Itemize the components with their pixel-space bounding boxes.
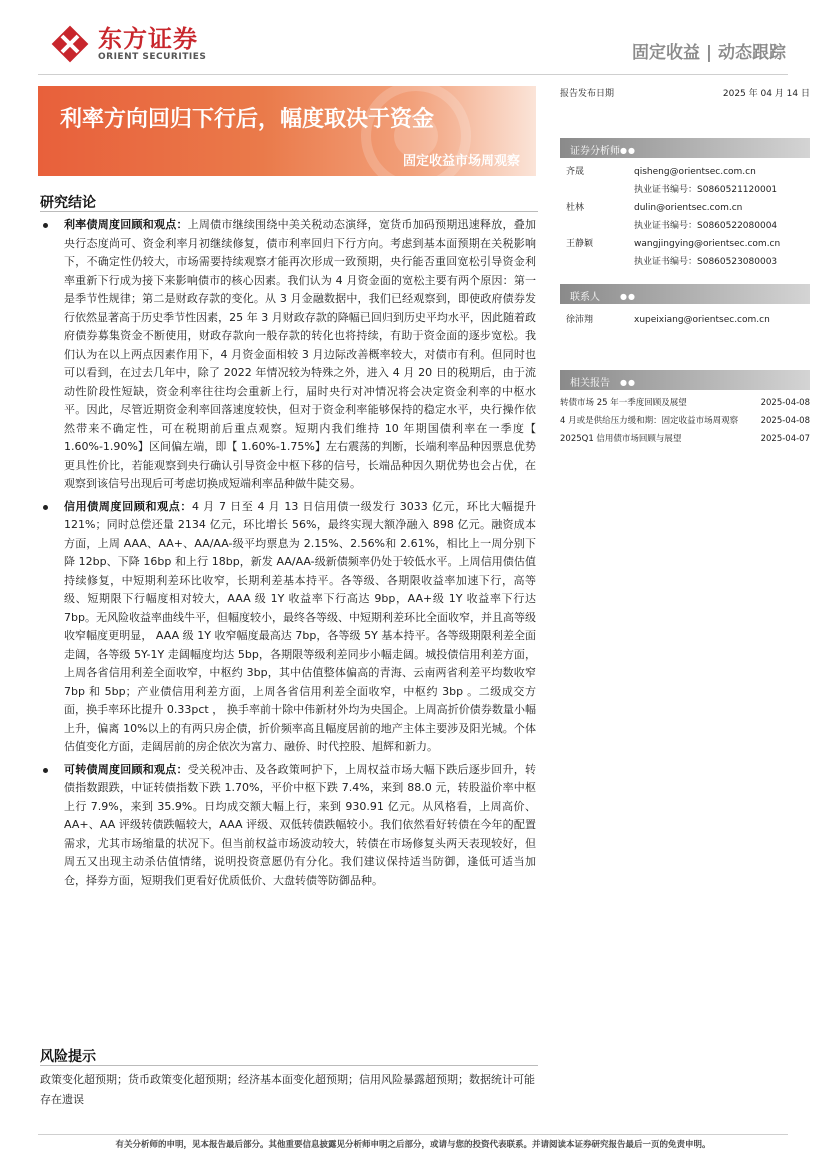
title-banner (38, 86, 536, 176)
footer-divider (38, 1134, 788, 1135)
footer-disclaimer: 有关分析师的申明，见本报告最后部分。其他重要信息披露见分析师申明之后部分，或请与您的投资代表联系。并请阅读本证券研究报告最后一页的免责申明。 (115, 1140, 711, 1150)
convertible-bullet (40, 761, 536, 891)
analyst-email[interactable]: dulin@orientsec.com.cn (634, 203, 743, 213)
analyst-title: 证券分析师 (570, 146, 620, 157)
conclusion-list (40, 216, 536, 894)
report-title: 利率方向回归下行后，幅度取决于资金 (60, 107, 435, 132)
publish-label: 报告发布日期 (560, 89, 615, 99)
report-date: 2025-04-08 (760, 398, 810, 408)
analyst-name: 杜林 (566, 203, 585, 213)
header-divider (38, 74, 788, 75)
analyst-email[interactable]: wangjingying@orientsec.com.cn (634, 239, 781, 249)
report-title: 4 月或是供给压力缓和期：固定收益市场周观察 (560, 416, 739, 426)
credit-bullet (40, 498, 536, 757)
orient-logo-icon (48, 22, 92, 66)
analyst-cert: 执业证书编号：S0860522080004 (634, 221, 778, 231)
header-dots-icon: ●● (620, 292, 636, 301)
header-dots-icon: ●● (620, 146, 636, 155)
publish-info (560, 86, 810, 99)
report-date: 2025-04-07 (760, 434, 810, 444)
credit-bullet-text: 4 月 7 日至 4 月 13 日信用债一级发行 3033 亿元，环比大幅提升 121%；同时总偿还量 2134 亿元，环比增长 56%，最终实现大额净融入 898 亿元。融资成本方面，上周 AAA、AA+、AA/AA-级平均票息为 2.15%、2.56%和 2.61%，相比上一周分别下降 12bp、下降 16bp 和上行 18bp，新发 AA/AA-级新债频率仍处于较低水平。上周信用债估值持续修复，中短期利差环比收窄，长期利差基本持平。各等级、各期限收益率加速下行，高等级、短期限下行幅度相对较大，AAA 级 1Y 收益率下行高达 9bp，AA+级 1Y 收益率下行达 7bp。无风险收益率曲线牛平，但幅度较小，最终各等级、中短期利差环比全面收窄，并且高等级收窄幅度更明显， AAA 级 1Y 收窄幅度最高达 7bp，各等级 5Y 基本持平。各等级期限利差全面走阔，各等级 5Y-1Y 走阔幅度均达 5bp，各期限等级利差同步小幅走阔。城投债信用利差方面，上周各省信用利差全面收窄，中枢约 3bp，其中估值整体偏高的青海、云南两省利差平均数收窄 7bp 和 5bp；产业债信用利差方面，上周各省信用利差全面收窄，中枢约 3bp 。二级成交方面，换手率环比提升 0.33pct ， 换手率前十除中伟新材外均为央国企。上周高折价债券数量小幅上升，偏离 10%以上的有两只房企债，折价频率高且幅度居前的地产主体主要涉及阳光城。个体估值变化方面，走阔居前的房企依次为富力、融侨、时代控股、旭辉和新力。 (64, 499, 536, 753)
report-title: 转债市场 25 年一季度回顾及展望 (560, 398, 687, 408)
report-item[interactable] (560, 414, 810, 428)
bullet-icon (43, 223, 48, 228)
header-dots-icon: ●● (620, 378, 636, 387)
report-item[interactable] (560, 432, 810, 446)
analyst-name: 王静颖 (566, 239, 594, 249)
logo-en: ORIENT SECURITIES (98, 51, 207, 62)
analyst-cert: 执业证书编号：S0860523080003 (634, 257, 778, 267)
rates-bullet-text: 上周债市继续围绕中美关税动态演绎，宽货币加码预期迅速释放，叠加央行态度尚可、资金利率月初继续修复，债市利率回归下行方向。考虑到基本面预期在关税影响下，不确定性仍较大，市场需要持续观察才能再次形成一致预期，央行能否重回宽松引导资金利率重新下行成为接下来影响债市的核心因素。我们认为 4 月资金面的宽松主要有两个原因：第一是季节性规律；第二是财政存款的变化。从 3 月金融数据中，我们已经观察到，即使政府债券发行依然显著高于历史季节性因素，25 年 3 月财政存款的降幅已回归到历史平均水平，因此随着政府债券募集资金不断使用，财政存款向一般存款的转化也将持续，有助于资金面的逐步宽松。我们认为在以上两点因素作用下，4 月资金面相较 3 月边际改善概率较大，对债市有利。但同时也可以看到，在过去几年中，除了 2022 年情况较为特殊之外，进入 4 月 20 日的税期后，由于流动性阶段性短缺，资金利率往往均会重新上行，届时央行对冲情况将会决定资金利率的中枢水平。因此，尽管近期资金利率回落速度较快，但对于资金利率能够保持的稳定水平，央行操作依然带来不确定性，可在税期前后重点观察。短期内我们维持 10 年期国债利率在一季度【 1.60%-1.90%】区间偏左端，即【 1.60%-1.75%】左右震荡的判断，长端利率品种因票息优势更具性价比，若能观察到央行确认引导资金中枢下移的信号，长端品种因久期优势也会占优，在观察到该信号出现后可考虑切换成短端利率品种做牛陡交易。 (64, 218, 537, 490)
related-reports (560, 396, 810, 450)
analyst-header (560, 138, 810, 158)
analyst-name: 齐晟 (566, 167, 585, 177)
contact-name: 徐沛翔 (566, 315, 594, 325)
report-title: 2025Q1 信用债市场回顾与展望 (560, 434, 682, 444)
contact-title: 联系人 (570, 292, 600, 303)
bullet-icon (43, 768, 48, 773)
report-item[interactable] (560, 396, 810, 410)
analyst-cert: 执业证书编号：S0860521120001 (634, 185, 778, 195)
reports-title: 相关报告 (570, 378, 610, 389)
analyst-email[interactable]: qisheng@orientsec.com.cn (634, 167, 756, 177)
convertible-bullet-text: 受关税冲击、及各政策呵护下，上周权益市场大幅下跌后逐步回升，转债指数跟跌，中证转债指数下跌 1.70%，平价中枢下跌 7.4%，来到 88.0 元，转股溢价率中枢上行 7.9%，来到 35.9%。日均成交额大幅上行，来到 930.91 亿元。从风格看，上周高价、AA+、AA 评级转债跌幅较大，AAA 评级、双低转债跌幅较小。我们依然看好转债在今年的配置需求，尤其市场缩量的状况下。但当前权益市场波动较大，转债在市场修复头两天表现较好，但周五又出现主动杀估值情绪，说明投资意愿仍有分化。我们建议保持适当防御，逢低可适当加仓，择券方面，短期我们更看好优质低价、大盘转债等防御品种。 (64, 762, 537, 887)
rates-bullet (40, 216, 536, 494)
risk-heading: 风险提示 (40, 1049, 96, 1065)
risk-text: 政策变化超预期；货币政策变化超预期；经济基本面变化超预期；信用风险暴露超预期；数据统计可能存在遗误 (40, 1073, 535, 1106)
contact-email[interactable]: xupeixiang@orientsec.com.cn (634, 315, 770, 325)
conclusion-heading: 研究结论 (40, 195, 96, 211)
rates-bullet-title: 利率债周度回顾和观点： (64, 218, 188, 231)
convertible-bullet-title: 可转债周度回顾和观点： (64, 762, 188, 776)
logo-cn: 东方证券 (98, 24, 198, 53)
contact-header (560, 284, 810, 304)
report-category: 固定收益 | 动态跟踪 (631, 43, 786, 63)
publish-date: 2025 年 04 月 14 日 (722, 89, 810, 99)
risk-divider (40, 1065, 538, 1066)
reports-header (560, 370, 810, 390)
report-series: 固定收益市场周观察 (402, 154, 520, 169)
credit-bullet-title: 信用债周度回顾和观点： (64, 499, 193, 513)
bullet-icon (43, 505, 48, 510)
report-date: 2025-04-08 (760, 416, 810, 426)
conclusion-divider (40, 211, 538, 212)
logo (48, 22, 228, 66)
